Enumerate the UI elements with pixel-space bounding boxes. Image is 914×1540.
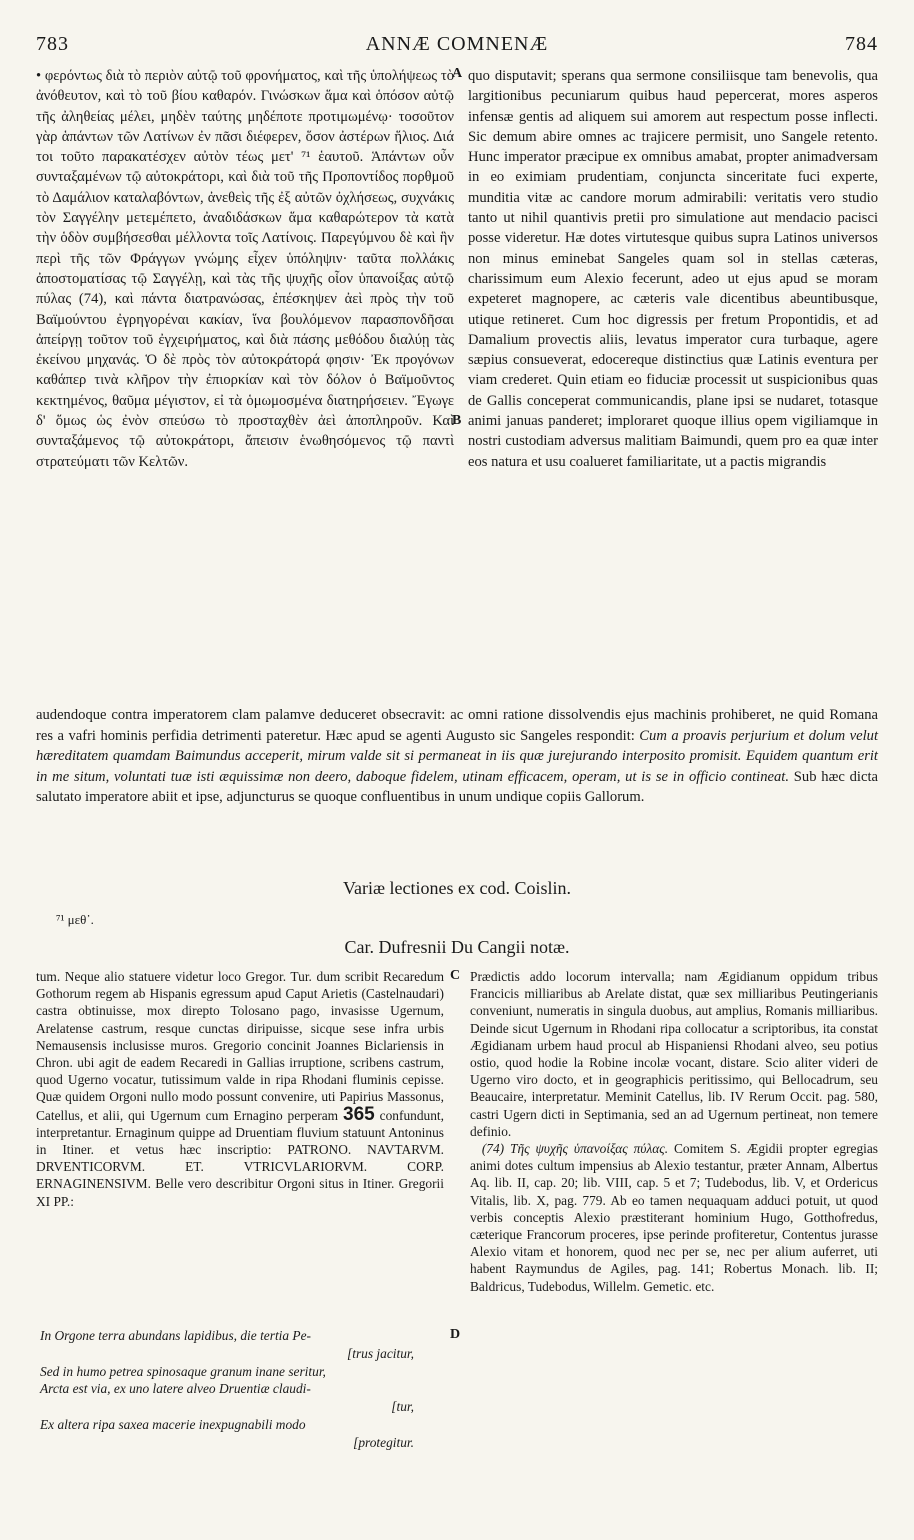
verse-line-3-cont: [tur, [391,1399,414,1415]
running-title: ANNÆ COMNENÆ [365,33,549,55]
itinerary-verse [40,1327,444,1452]
verse-line-1-cont: [trus jacitur, [347,1345,414,1361]
variant-note: ⁷¹ μεθ᾽. [56,912,94,927]
note-74-heading: (74) Τῆς ψυχῆς ὑπανοίξας πύλας. [481,1141,669,1157]
notes-left-column [36,968,444,1210]
right-page-number: 784 [845,33,878,55]
left-page-number: 783 [36,33,69,55]
margin-marker-d: D [450,1327,461,1342]
margin-marker-c: C [450,968,461,983]
full-width-latin-text [36,705,878,808]
greek-paragraph: • φερόντως διὰ τὸ περιὸν αὐτῷ τοῦ φρονήματος, καὶ τῆς ὑπολήψεως τὸ ἀνόθευτον, καὶ τὸ τοῦ βίου καθαρόν. Γινώσκων ἅμα καὶ ὁπόσον αὐτῷ τῆς ἀληθείας μέλει, μηδὲν ταύτης μηδέποτε προτιμωμένῳ· τοσοῦτον γὰρ ἁπάντων τῶν Λατίνων ἐν πᾶσι διέφερεν, ὅσον ἀστέρων ἥλιος. Διά τοι τοῦτο παρακατέσχεν αὐτὸν τέως μετ' ⁷¹ ἑαυτοῦ. Ἁπάντων οὖν συνταξαμένων τῷ αὐτοκράτορι, καὶ διὰ τοῦ τῆς Προποντίδος πορθμοῦ τὸ Δαμάλιον καταλαβόντων, ἀνεθεὶς τῆς ἐξ αὐτῶν ὀχλήσεως, συχνάκις τὸν Σαγγέλην μετεμέπετο, ἀναδιδάσκων ἅμα καθαρώτερον τὰ κατὰ τὴν ὁδὸν συμβήσεσθαι μέλλοντα τοῖς Λατίνοις. Παρεγύμνου δὲ καὶ ἣν περὶ τῆς τῶν Φράγγων γνώμης εἶχεν ὑπόληψιν· ταῦτα πολλάκις ἀποστοματίσας τῷ Σαγγέλῃ, καὶ τὰς τῆς ψυχῆς οἷον ὑπανοίξας αὐτῷ πύλας (74), καὶ πάντα διατρανώσας, ἐπέσκηψεν ἀεὶ πρὸς τὴν τοῦ Βαϊμούντου ἐγρηγορέναι κακίαν, ἵνα βουλόμενον παρασπονδῆσαι ἀπείργῃ τοῦτον τοῦ ἐγχειρήματος, καὶ διὰ πάσης μεθόδου διαλύῃ τὰς ἐκείνου μηχανάς. Ὁ δὲ πρὸς τὸν αὐτοκράτορά φησιν· Ἐκ προγόνων καθάπερ τινὰ κλῆρον τὴν ἐπιορκίαν καὶ τὸν δόλον ὁ Βαϊμοῦντος κεκτημένος, θαῦμα μέγιστον, εἰ τὰ ὁμωμοσμένα διατηρήσειεν. Ἔγωγε δ' ὅμως ὡς ἐνὸν σπεύσω τὸ προσταχθὲν ἀεὶ ἀποπληροῦν. Καὶ συνταξάμενος τῷ αὐτοκράτορι, ἄπεισιν ἑνωθησόμενος τῷ παντὶ στρατεύματι τῶν Κελτῶν. [36,68,454,470]
inline-page-number: 365 [343,1103,375,1125]
notes-right-column [470,968,878,1295]
verse-line-4: Ex altera ripa saxea macerie inexpugnabili modo [40,1416,306,1432]
margin-marker-a: A [452,66,463,81]
notes-left-text-b: confundunt, interpretantur. Ernaginum quippe ad Druentiam fluvium statuunt Antoninus in Itiner. et vetus hæc inscriptio: PATRONO. NAVTARVM. DRVENTICORVM. ET. VTRICVLARIORVM. CORP. ERNAGINENSIVM. Belle vero describitur Orgoni situs in Itiner. Gregorii XI PP.: [36,1107,444,1209]
note-74-text: Comitem S. Ægidii propter egregias animi dotes cultum impensius ab Alexio testantur, præter Annam, Albertus Aq. lib. II, cap. 20; lib. VIII, cap. 5 et 7; Tudebodus, lib. V, et Ordericus Vitalis, lib. X, pag. 779. Ab eo tamen nequaquam adduci potuit, ut quod verbis conceptis Alexio præstiterant hominium Hugo, Gotthofredus, cæterique Francorum proceres, ipse perinde profiteretur, Contentus jurasse Alexio vitam et honorem, quod nec per se, nec per alium auferret, uti habent Raymundus de Agiles, pag. 141; Robertus Monach. lib. II; Baldricus, Tudebodus, Willelm. Gemetic. etc. [470,1141,879,1294]
latin-full-part1: audendoque contra imperatorem clam palamve deduceret obsecravit: ac omni ratione dissolvendis ejus machinis prohiberet, ne quid Romana res a vafri hominis perfidia detrimenti pateretur. Hæc apud se agenti Augusto sic Sangeles respondit: [36,707,878,744]
verse-line-3: Arcta est via, ex uno latere alveo Druentiæ claudi- [40,1381,311,1397]
verse-line-1: In Orgone terra abundans lapidibus, die tertia Pe- [40,1328,312,1343]
verse-line-4-cont: [protegitur. [353,1434,414,1450]
variants-title: Variæ lectiones ex cod. Coislin. [343,878,571,898]
notes-left-text-a: tum. Neque alio statuere videtur loco Gregor. Tur. dum scribit Recaredum Gothorum regem ab Hispanis egressum apud Caput Arietis (Castelnaudari) castra obtinuisse, mox direpto Tolosano pago, invasisse Ugernum, Arelatense castrum, resque cunctas diripuisse, sicque sese infra urbis Nemausensis inclusisse muros. Gregorio concinit Joannes Biclariensis in Chron. ubi agit de eadem Recaredi in Gallias irruptione, scribens castrum, quod Ugerno vocatur, tutissimum valde in ripa Rhodani fluminis cepisse. Quæ quidem Orgoni nullo modo possunt convenire, uti Papirius Massonus, Catellus, et alii, qui Ugernum cum Ernagino perperam [36,969,444,1123]
notes-title: Car. Dufresnii Du Cangii notæ. [344,937,570,957]
running-header [36,33,878,57]
latin-full-part2: Sub hæc dicta salutato imperatore abiit et ipse, adjuncturus se quoque confluentibus in unum undique copiis Gallorum. [36,768,878,805]
margin-marker-b: B [452,413,462,428]
verse-line-2: Sed in humo petrea spinosaque granum inane seritur, [40,1363,326,1379]
latin-paragraph: quo disputavit; sperans qua sermone consiliisque tam benevolis, qua largitionibus pecuniarum quibus haud pepercerat, mores asperos infensæ gentis ad aliquem sui amorem aut respectum posse inflecti. Sic demum abire omnes ac trajicere permisit, uno Sangele retento. Hunc imperator præcipue ex omnibus amabat, propter animadversam in eo eximiam prudentiam, conjuncta sinceritate fuci experte, munditia vitæ ac candore morum admirabili: veritatis vero studio tanto ut nihil quantivis pretii pro simulatione aut mendacio pacisci posse videretur. Hæ dotes virtutesque quibus supra Latinos universos non minus eminebat Sangeles quam sol in stellas cæteras, charissimum eum Alexio fecerunt, adeo ut ejus apud se moram expeteret magnopere, ac cæteris vale dicentibus abeuntibusque, utique retineret. Cum hoc digressis per fretum Propontidis, et ad Damalium provectis aliis, levatus imperator cura turbaque, agere sæpius consueverat, edocereque distinctius quæ Latinis eventura per viam crederet. Quin etiam eo fiduciæ processit ut suspicionibus quas de Gallis conceperat communicandis, plane ipsi se nudaret, totasque animi januas panderet; imploraret quoque illius opem vigiliamque in nostri custodiam adversus malitiam Baimundi, quem pro ea quæ inter eos natura et usu coalueret familiaritate, ut a pactis migrandis [468,68,878,470]
latin-text-column [468,66,878,472]
greek-text-column [36,66,454,472]
sangeles-quote: Cum a proavis perjurium et dolum velut hæreditatem quamdam Baimundus acceperit, mirum valde sit si permaneat in iis quæ jurejurando interposito promisit. Equidem quantum erit in me situm, voluntati tuæ isti æquissimæ non deero, daboque fidelem, utinam efficacem, operam, ut is se in officio contineat. [36,727,879,785]
notes-right-text-a: Prædictis addo locorum intervalla; nam Ægidianum oppidum tribus Francicis milliaribus ab Arelate distat, quæ sex milliaribus Peutingerianis conveniunt, numeratis in singula duobus, aut amplius, Romanis milliaribus. Deinde sicut Ugernum in Rhodani ripa collocatur a scriptoribus, ita constat Ægidianam urbem haud procul ab Hispaniensi Rhodani alveo, seu potius ostio, quod hodie la Robine incolæ vocant, distare. Scio aliter videri de Ugerno viro docto, et in geographicis peritissimo, qui Bellocadrum, seu Beaucaire, interpretatur. Meminit Catellus, lib. IV Rerum Occit. pag. 580, castri Ugern dicti in Septimania, sed an ad Ugernum pertineat, non temere definio. [470,969,878,1139]
